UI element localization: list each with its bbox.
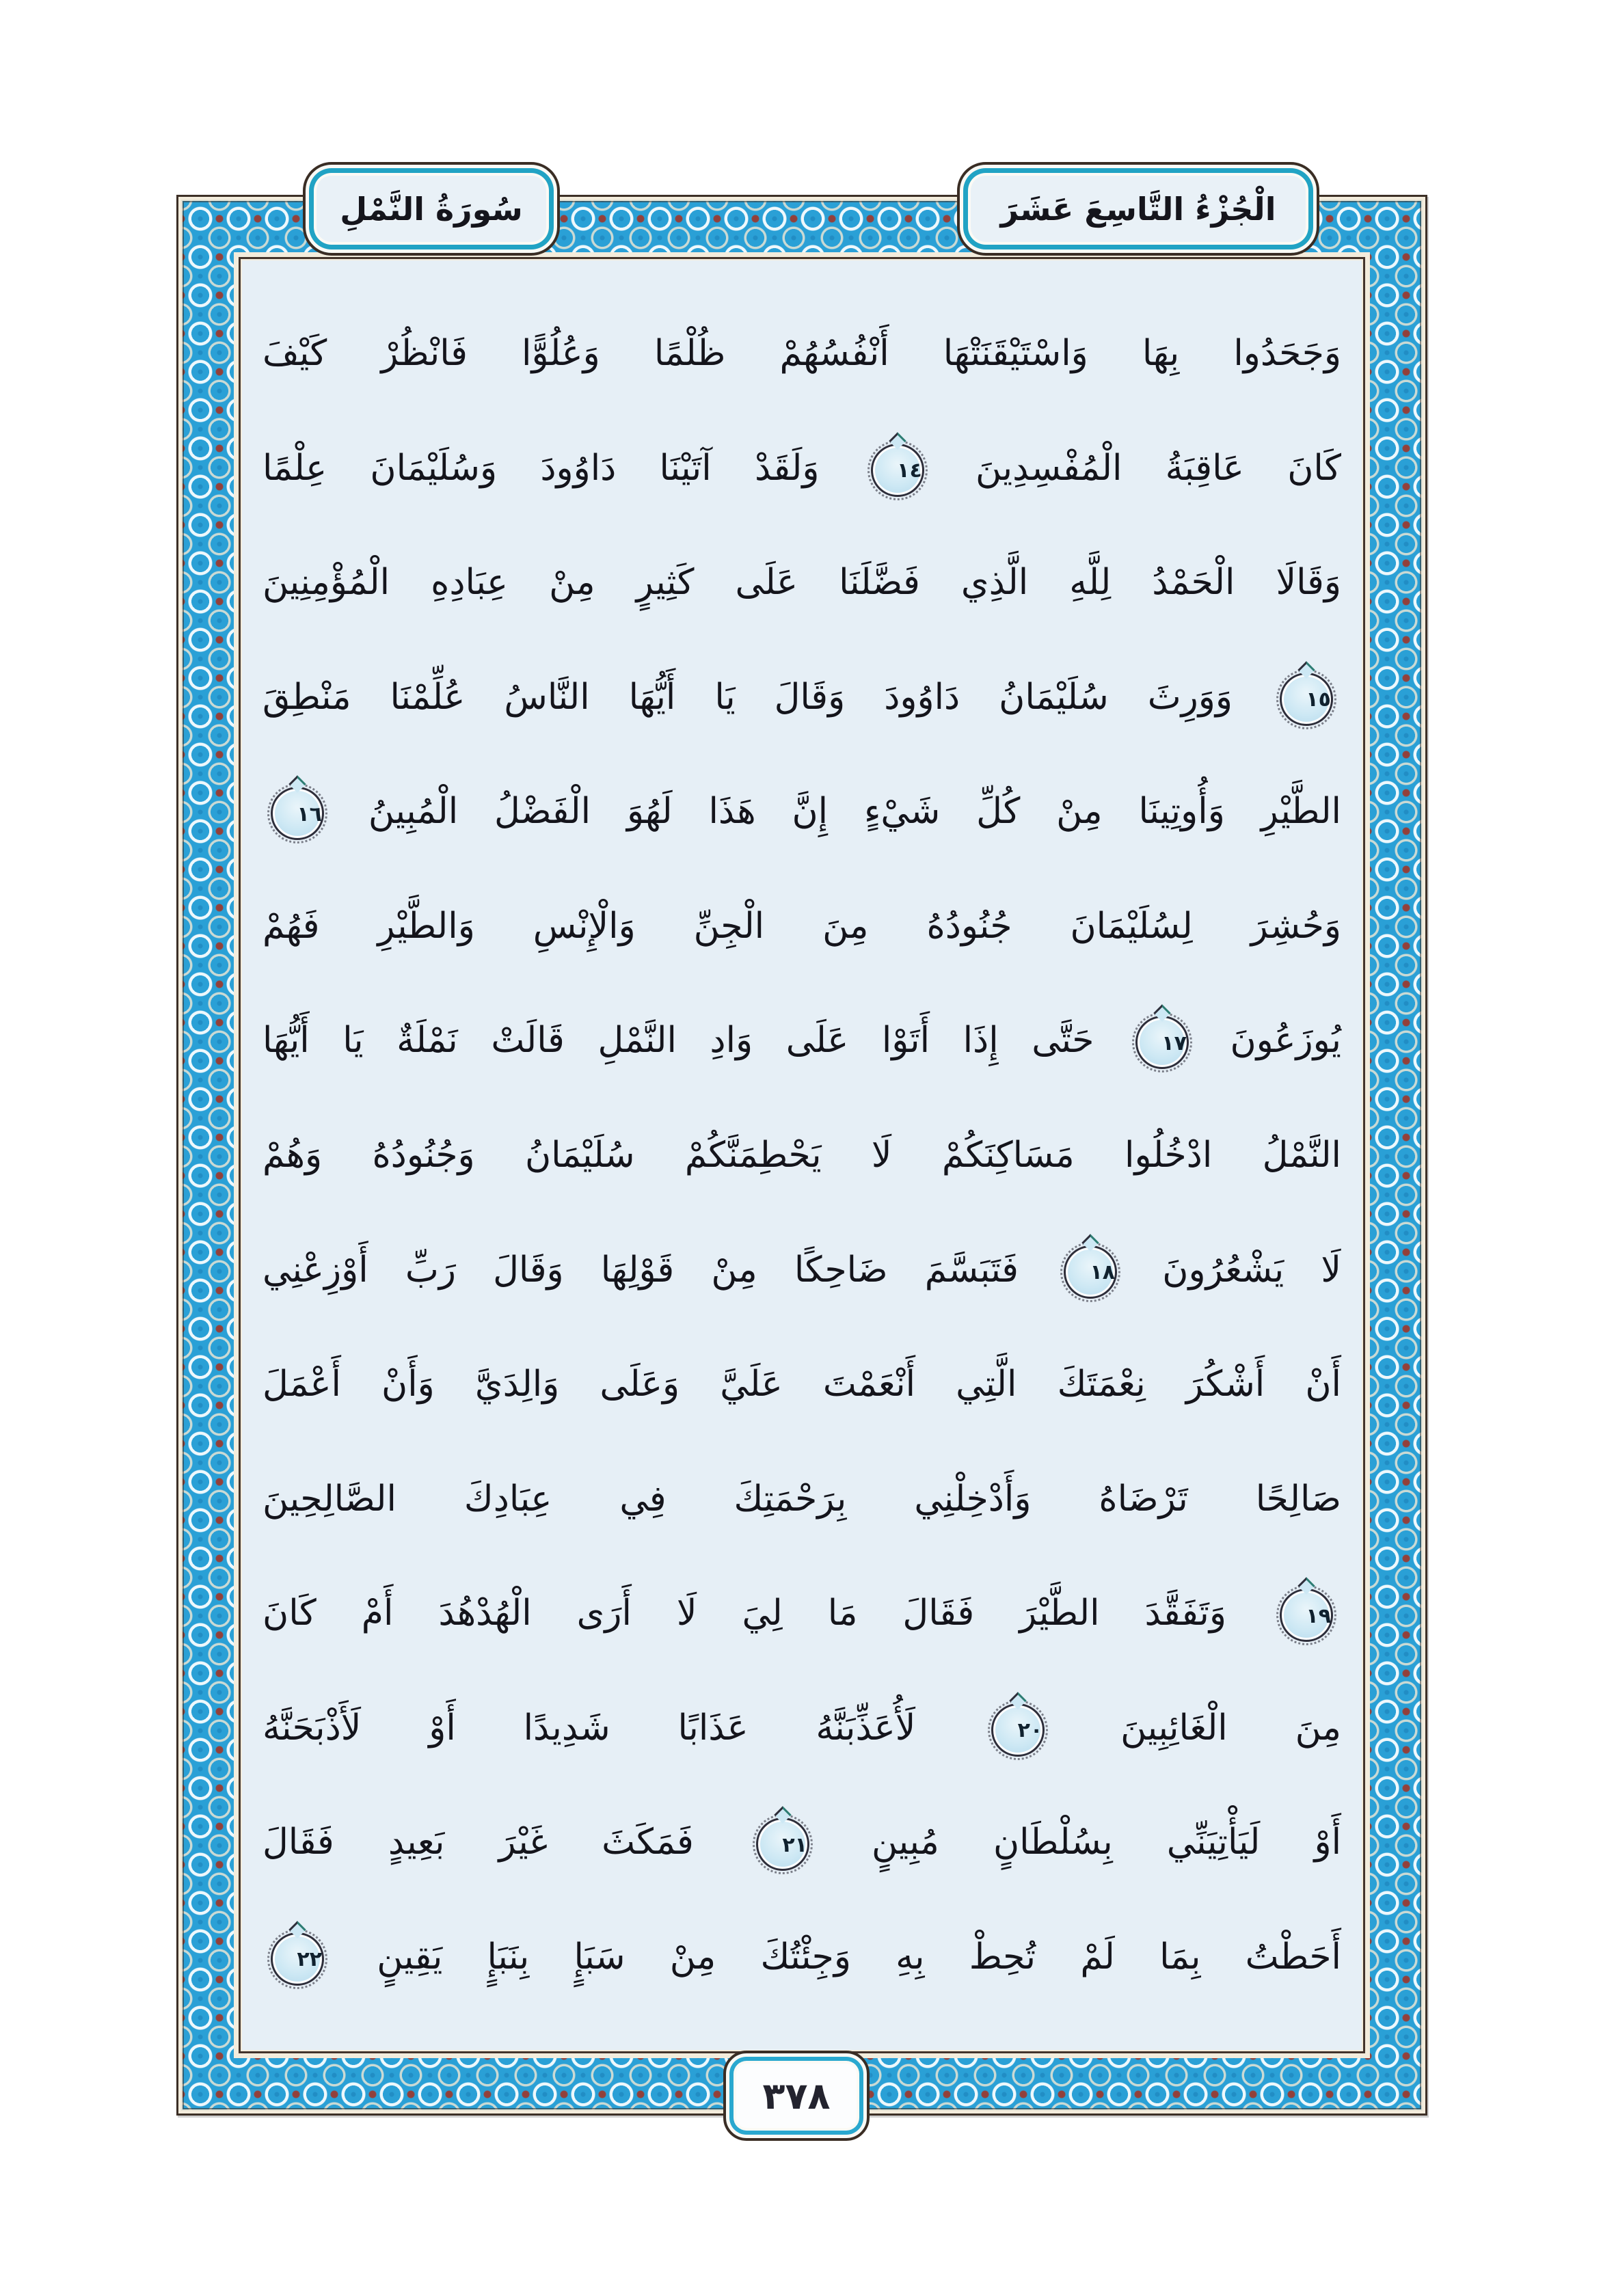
- text-panel: [239, 257, 1365, 2053]
- quran-line-15: [263, 1902, 1341, 2012]
- quran-line-2: [263, 414, 1341, 523]
- ayah-text: وَحُشِرَ لِسُلَيْمَانَ جُنُودُهُ مِنَ الْجِنِّ وَالْإِنْسِ وَالطَّيْرِ فَهُمْ: [263, 905, 1341, 947]
- quran-line-1: [263, 299, 1341, 408]
- verse-number: ١٦: [297, 802, 322, 826]
- verse-end-marker: [756, 1818, 809, 1871]
- verse-number: ٢٠: [1017, 1718, 1043, 1743]
- quran-line-4: [263, 643, 1341, 752]
- verse-number: ١٧: [1161, 1031, 1187, 1055]
- surah-name-label: سُورَةُ النَّمْلِ: [340, 190, 523, 228]
- quran-line-8: [263, 1100, 1341, 1210]
- verse-number: ١٥: [1306, 688, 1331, 712]
- ayah-text: لَأُعَذِّبَنَّهُ عَذَابًا شَدِيدًا أَوْ لَأَذْبَحَنَّهُ: [263, 1707, 916, 1748]
- verse-end-marker: [1280, 673, 1333, 726]
- ayah-text: صَالِحًا تَرْضَاهُ وَأَدْخِلْنِي بِرَحْمَتِكَ فِي عِبَادِكَ الصَّالِحِينَ: [263, 1478, 1341, 1520]
- juz-label: الْجُزْءُ التَّاسِعَ عَشَرَ: [1000, 190, 1276, 228]
- verse-end-marker: [271, 787, 324, 840]
- ayah-text: لَا يَشْعُرُونَ: [1162, 1249, 1341, 1291]
- verse-end-marker: [1064, 1245, 1117, 1299]
- ayah-text: الطَّيْرِ وَأُوتِينَا مِنْ كُلِّ شَيْءٍ إِنَّ هَذَا لَهُوَ الْفَضْلُ الْمُبِينُ: [368, 791, 1342, 833]
- quran-line-3: [263, 528, 1341, 637]
- quran-line-10: [263, 1329, 1341, 1439]
- verse-end-marker: [271, 1932, 324, 1986]
- quran-line-13: [263, 1673, 1341, 1783]
- quran-line-5: [263, 757, 1341, 866]
- verse-number: ٢٢: [297, 1947, 322, 1972]
- quran-line-9: [263, 1215, 1341, 1325]
- ayah-text: وَجَحَدُوا بِهَا وَاسْتَيْقَنَتْهَا أَنْفُسُهُمْ ظُلْمًا وَعُلُوًّا فَانْظُرْ كَيْفَ: [263, 333, 1341, 374]
- quran-line-11: [263, 1444, 1341, 1554]
- surah-name-tab: [303, 162, 560, 256]
- ayah-text: كَانَ عَاقِبَةُ الْمُفْسِدِينَ: [976, 447, 1341, 489]
- quran-line-7: [263, 986, 1341, 1095]
- verse-end-marker: [1135, 1016, 1189, 1069]
- ayah-text: أَنْ أَشْكُرَ نِعْمَتَكَ الَّتِي أَنْعَمْتَ عَلَيَّ وَعَلَى وَالِدَيَّ وَأَنْ أَعْمَلَ: [263, 1364, 1341, 1405]
- quran-lines: [263, 299, 1341, 2012]
- ayah-text: النَّمْلُ ادْخُلُوا مَسَاكِنَكُمْ لَا يَحْطِمَنَّكُمْ سُلَيْمَانُ وَجُنُودُهُ وَهُمْ: [263, 1134, 1341, 1176]
- ayah-text: فَمَكَثَ غَيْرَ بَعِيدٍ فَقَالَ: [263, 1822, 694, 1863]
- ayah-text: يُوزَعُونَ: [1230, 1020, 1341, 1062]
- ayah-text: وَوَرِثَ سُلَيْمَانُ دَاوُودَ وَقَالَ يَا أَيُّهَا النَّاسُ عُلِّمْنَا مَنْطِقَ: [263, 676, 1233, 718]
- verse-end-marker: [991, 1703, 1045, 1757]
- verse-number: ١٩: [1306, 1604, 1332, 1628]
- quran-line-12: [263, 1558, 1341, 1668]
- ayah-text: فَتَبَسَّمَ ضَاحِكًا مِنْ قَوْلِهَا وَقَالَ رَبِّ أَوْزِعْنِي: [263, 1249, 1019, 1291]
- quran-line-14: [263, 1787, 1341, 1897]
- verse-end-marker: [1280, 1589, 1333, 1642]
- decorative-frame: [176, 195, 1427, 2116]
- verse-number: ٢١: [782, 1833, 807, 1857]
- ayah-text: مِنَ الْغَائِبِينَ: [1120, 1707, 1342, 1748]
- page-number-tab: [723, 2051, 870, 2141]
- ayah-text: أَحَطْتُ بِمَا لَمْ تُحِطْ بِهِ وَجِئْتُكَ مِنْ سَبَإٍ بِنَبَإٍ يَقِينٍ: [377, 1936, 1341, 1977]
- verse-end-marker: [871, 444, 924, 497]
- ayah-text: وَتَفَقَّدَ الطَّيْرَ فَقَالَ مَا لِيَ لَا أَرَى الْهُدْهُدَ أَمْ كَانَ: [263, 1593, 1227, 1634]
- verse-number: ١٤: [897, 459, 922, 483]
- ayah-text: أَوْ لَيَأْتِيَنِّي بِسُلْطَانٍ مُبِينٍ: [872, 1822, 1342, 1863]
- ayah-text: وَقَالَا الْحَمْدُ لِلَّهِ الَّذِي فَضَّلَنَا عَلَى كَثِيرٍ مِنْ عِبَادِهِ الْمُؤْمِنِينَ: [263, 562, 1341, 604]
- juz-tab: [957, 162, 1319, 256]
- page-number-label: ٣٧٨: [762, 2074, 831, 2118]
- verse-number: ١٨: [1090, 1260, 1116, 1284]
- quran-line-6: [263, 872, 1341, 981]
- ayah-text: وَلَقَدْ آتَيْنَا دَاوُودَ وَسُلَيْمَانَ عِلْمًا: [263, 447, 820, 489]
- ayah-text: حَتَّى إِذَا أَتَوْا عَلَى وَادِ النَّمْلِ قَالَتْ نَمْلَةٌ يَا أَيُّهَا: [263, 1020, 1094, 1062]
